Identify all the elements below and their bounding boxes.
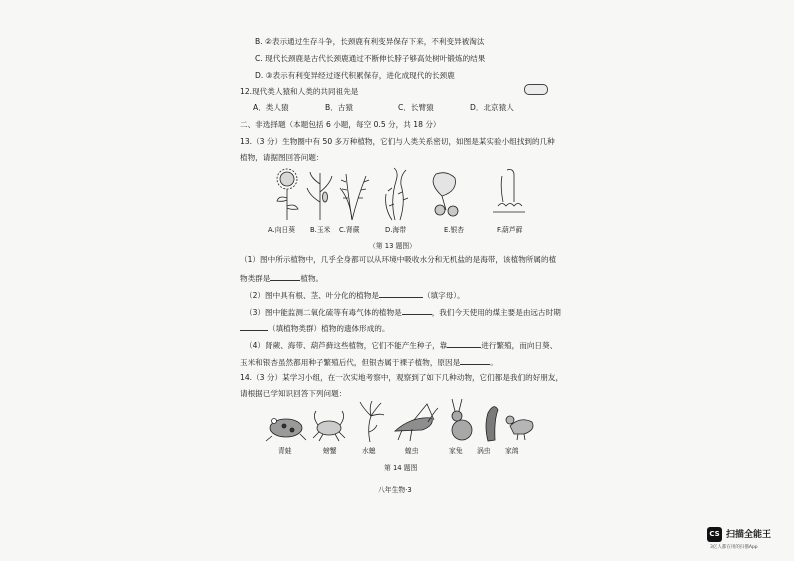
q13-sub4-middle: 进行繁殖，而向日葵、: [481, 341, 558, 350]
frog-illustration: [266, 419, 306, 442]
animal-label-hydra: 水螅: [362, 447, 376, 455]
plant-label-d: D.海带: [385, 226, 406, 234]
q12-option-d: D．北京猿人: [470, 103, 514, 112]
camscanner-watermark-title: 扫描全能王: [726, 530, 772, 540]
q14-figure-caption: 第 14 题图: [384, 464, 418, 472]
q13-sub1-suffix: 植物。: [300, 274, 324, 283]
animal-label-rabbit: 家兔: [449, 447, 463, 455]
q13-sub3-middle: ，我们今天使用的煤主要是由远古时期: [431, 308, 561, 317]
camscanner-logo-icon: CS: [707, 527, 722, 542]
q11-option-b: B. ②表示通过生存斗争，长颈鹿有利变异保存下来，不利变异被淘汰: [255, 37, 485, 46]
q11-option-d: D. ③表示有利变异经过逐代积累保存，进化成现代的长颈鹿: [255, 71, 455, 80]
hydra-illustration: [360, 401, 384, 442]
q14-stem-line1: 14.（3 分）某学习小组，在一次实地考察中，观察到了如下几种动物，它们都是我们的好朋友，: [240, 373, 564, 382]
plant-label-c: C.肾蕨: [339, 226, 360, 234]
fern-illustration: [340, 174, 369, 220]
q13-sub3-line1: [245, 306, 561, 318]
grasshopper-illustration: [395, 404, 438, 441]
ginkgo-illustration: [433, 173, 458, 216]
answer-bracket: [524, 84, 548, 95]
q12-option-b: B．古猿: [325, 103, 353, 112]
q13-sub2: [245, 289, 465, 301]
corn-illustration: [307, 172, 332, 220]
q13-sub3-suffix: （填植物类群）植物的遗体形成的。: [268, 324, 390, 333]
q13-sub1-line1: （1）图中所示植物中，几乎全身都可以从环境中吸收水分和无机盐的是海带，该植物所属的植: [240, 255, 557, 264]
plant-label-f: F.葫芦藓: [497, 226, 523, 234]
camscanner-watermark-subtitle: 3亿人都在用的扫描App: [710, 545, 758, 550]
q13-plant-figure: [260, 166, 540, 228]
sunflower-illustration: [277, 169, 298, 220]
answer-blank-4[interactable]: [240, 322, 268, 331]
q13-sub4-line1: [245, 339, 557, 351]
q13-sub3-prefix: （3）图中能监测二氧化硫等有毒气体的植物是: [245, 308, 402, 317]
q13-sub4-line2: [240, 356, 498, 368]
rabbit-illustration: [452, 399, 472, 440]
animal-label-planarian: 涡虫: [477, 447, 491, 455]
page-footer-label: 八年生物·3: [378, 486, 412, 494]
q14-animal-figure: [262, 398, 542, 444]
kelp-illustration: [386, 168, 408, 220]
answer-blank-1[interactable]: [270, 272, 300, 281]
answer-blank-2[interactable]: [379, 289, 423, 298]
q13-stem-line2: 植物，请据图回答问题：: [240, 153, 324, 162]
q12-option-c: C．长臂猿: [398, 103, 434, 112]
q12-option-a: A．类人猿: [253, 103, 289, 112]
q13-stem-line1: 13.（3 分）生物圈中有 50 多万种植物，它们与人类关系密切，如图是某实验小组找到的几种: [240, 137, 555, 146]
q13-sub4-text: 玉米和银杏虽然都用种子繁殖后代，但银杏属于裸子植物，原因是: [240, 358, 461, 367]
answer-blank-5[interactable]: [447, 339, 481, 348]
plant-label-e: E.银杏: [444, 226, 465, 234]
q13-sub3-line2: [240, 322, 390, 334]
plant-label-b: B.玉米: [310, 226, 331, 234]
q14-stem-line2: 请根据已学知识回答下列问题：: [240, 389, 347, 398]
planarian-illustration: [486, 407, 498, 441]
pigeon-illustration: [506, 416, 533, 440]
animal-label-crab: 螃蟹: [323, 447, 337, 455]
animal-label-pigeon: 家鸽: [505, 447, 519, 455]
q13-sub4-end: 。: [490, 358, 498, 367]
q11-option-c: C. 现代长颈鹿是古代长颈鹿通过不断伸长脖子够高处树叶锻炼的结果: [255, 54, 486, 63]
q13-sub2-suffix: （填字母）。: [422, 291, 465, 300]
moss-illustration: [493, 170, 525, 213]
q12-stem: 12.现代类人猿和人类的共同祖先是: [240, 87, 359, 96]
animal-label-frog: 青蛙: [278, 447, 292, 455]
plant-label-a: A.向日葵: [268, 226, 296, 234]
q13-sub1-prefix: 物类群是: [240, 274, 271, 283]
answer-blank-6[interactable]: [460, 356, 490, 365]
q13-sub1-line2: [240, 272, 323, 284]
animal-label-grasshopper: 蝗虫: [405, 447, 419, 455]
answer-blank-3[interactable]: [402, 306, 432, 315]
crab-illustration: [313, 411, 345, 441]
q13-sub4-prefix: （4）肾蕨、海带、葫芦藓这些植物，它们不能产生种子，靠: [245, 341, 448, 350]
q13-sub2-prefix: （2）图中具有根、茎、叶分化的植物是: [245, 291, 379, 300]
q13-figure-caption: （第 13 题图）: [369, 242, 416, 250]
section-two-title: 二、非选择题（本题包括 6 小题，每空 0.5 分，共 18 分）: [240, 120, 441, 129]
